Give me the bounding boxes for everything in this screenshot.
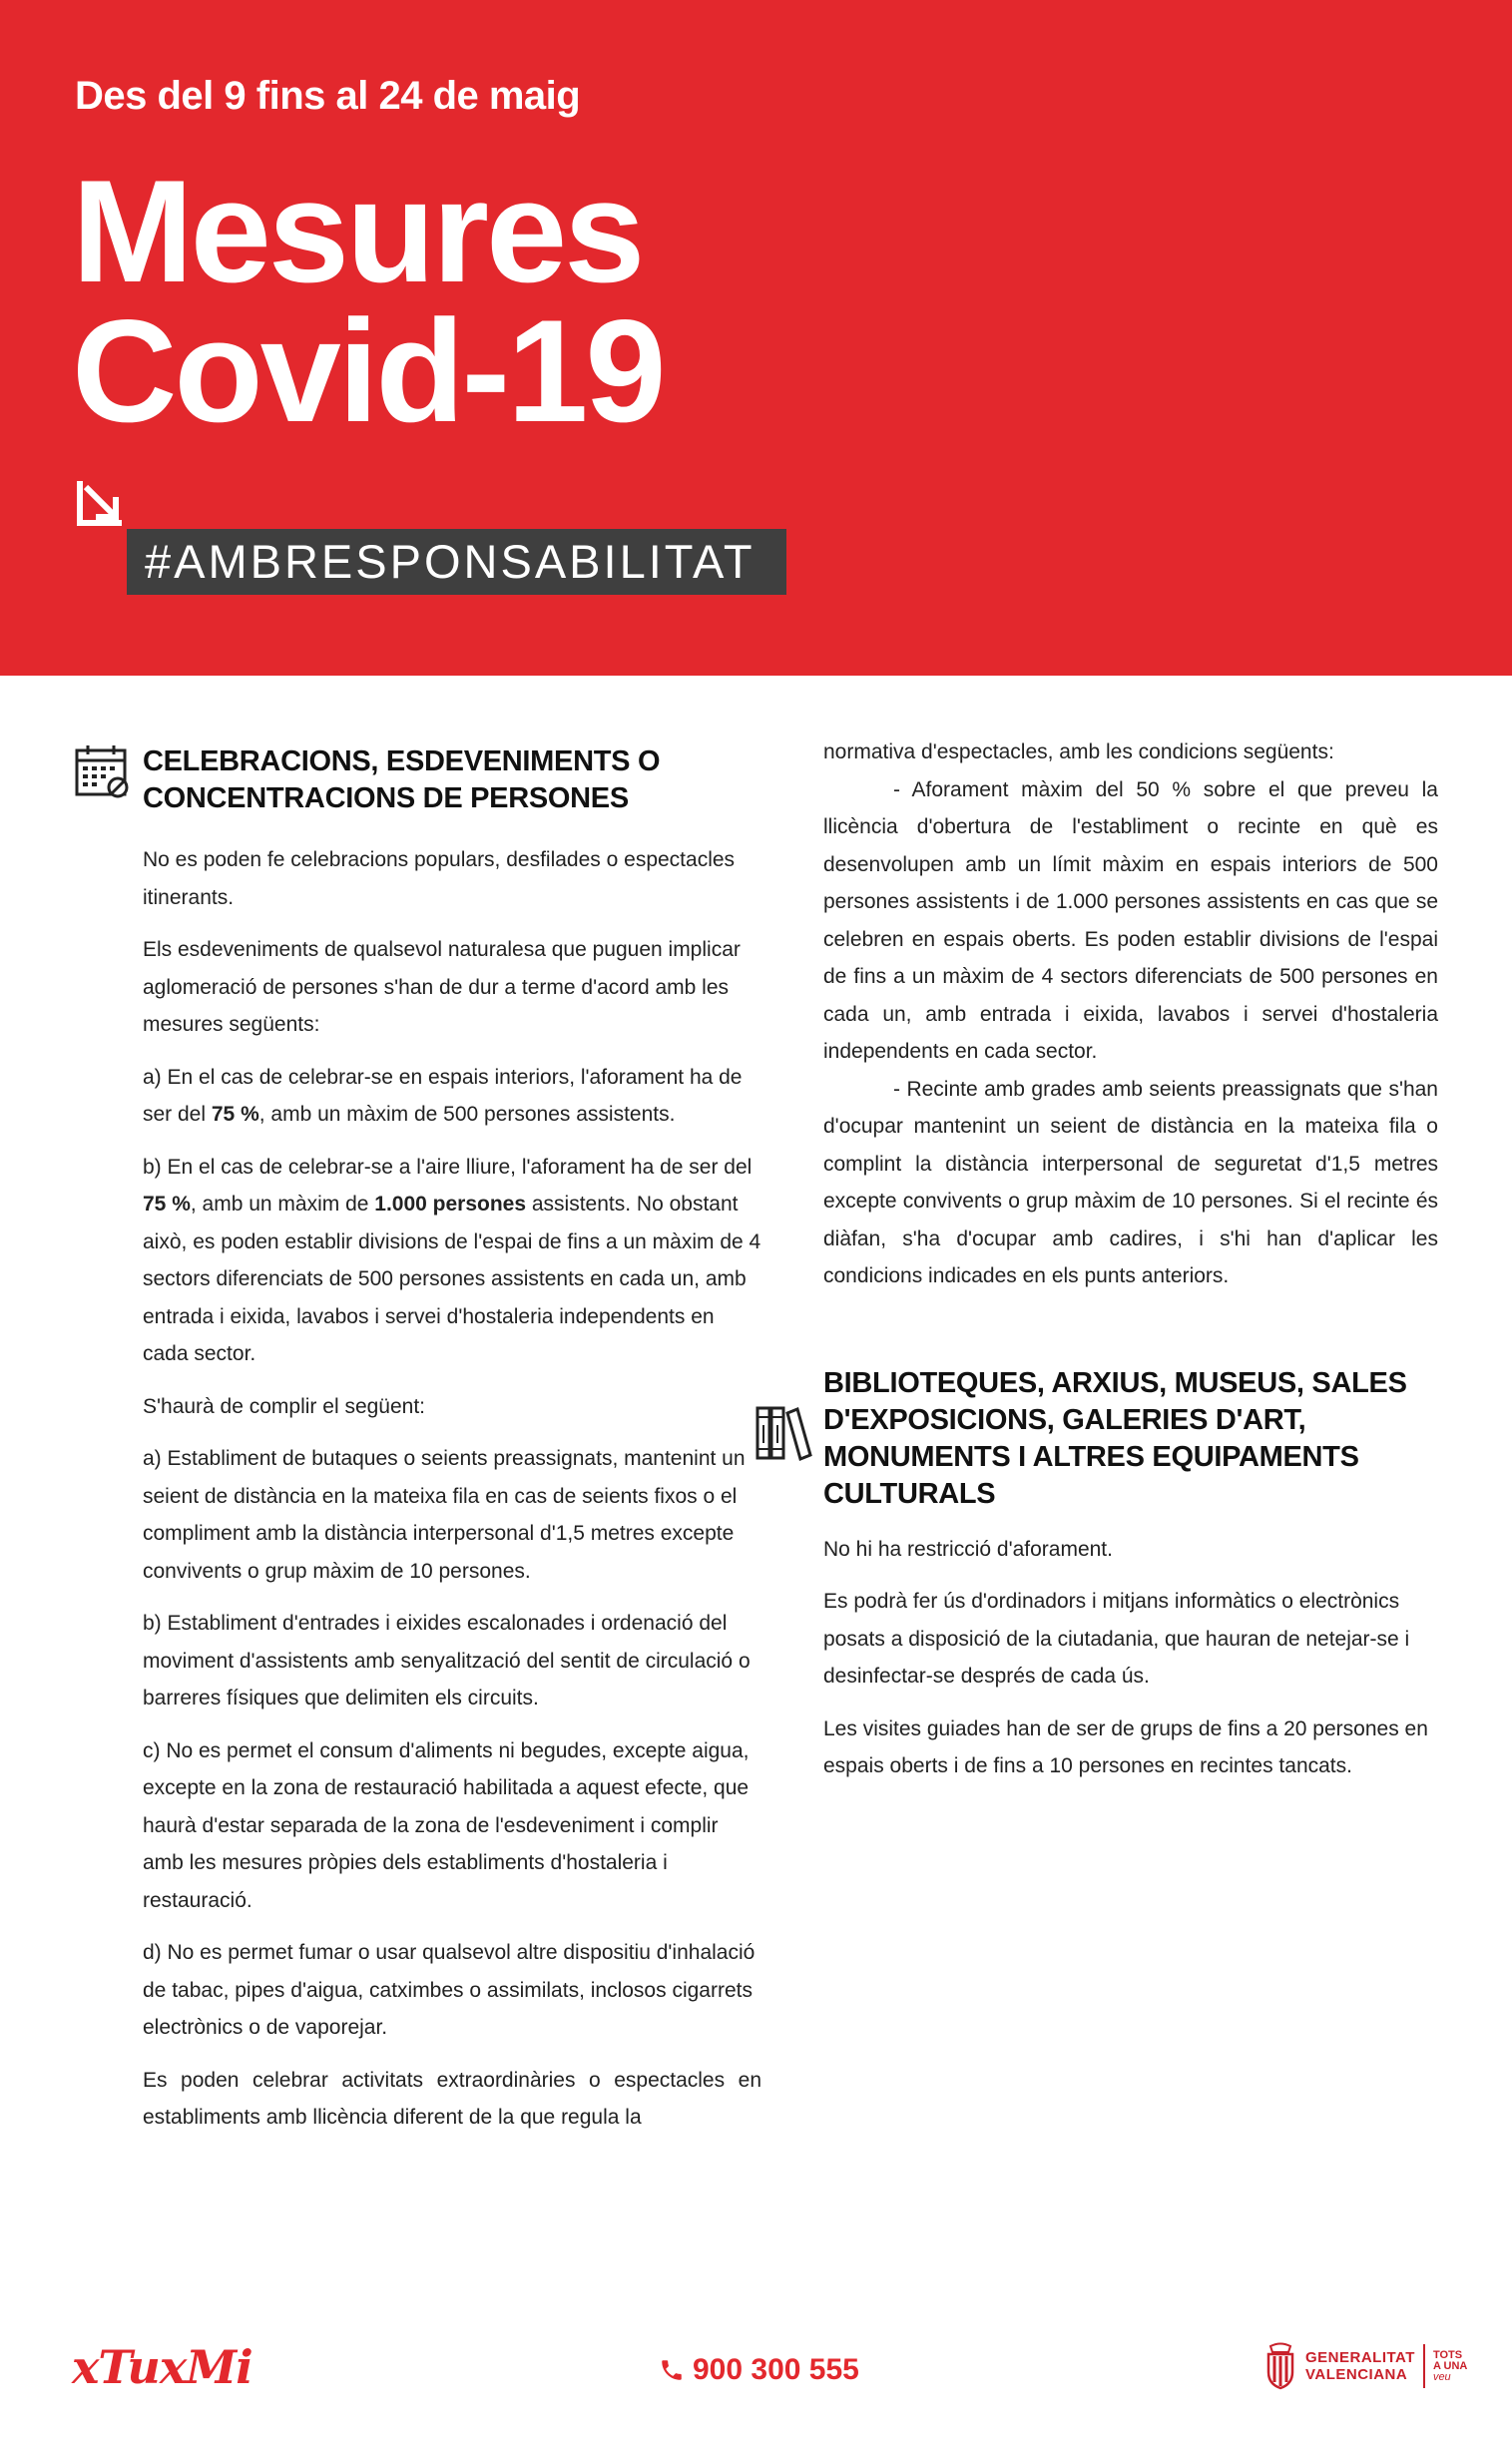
paragraph: S'haurà de complir el següent:	[143, 1394, 426, 1418]
arrow-down-right-icon	[76, 477, 126, 527]
phone-icon	[659, 2357, 685, 2383]
paragraph: d) No es permet fumar o usar qualsevol altre dispositiu d'inhalació de tabac, pipes d'aigua, catximbes o assimilats, inclosos cigarrets electrònics o de vaporejar.	[143, 1941, 756, 2039]
xtuxmi-logo: xTuxMi	[72, 2340, 252, 2394]
section-title-celebracions: CELEBRACIONS, ESDEVENIMENTS O CONCENTRACIONS DE PERSONES	[143, 745, 661, 814]
paragraph: Es podrà fer ús d'ordinadors i mitjans informàtics o electrònics posats a disposició de la ciutadania, que hauran de netejar-se i desinfectar-se després de cada ús.	[823, 1590, 1410, 1688]
generalitat-valenciana-logo	[1263, 2340, 1467, 2392]
gv-name: GENERALITAT VALENCIANA	[1305, 2349, 1415, 2383]
paragraph: Els esdeveniments de qualsevol naturalesa que puguen implicar aglomeració de persones s'han de dur a terme d'acord amb les mesures següents:	[143, 938, 741, 1036]
phone-contact[interactable]	[659, 2353, 859, 2387]
books-icon	[755, 1405, 812, 1463]
phone-number: 900 300 555	[693, 2353, 859, 2386]
paragraph: No es poden fe celebracions populars, desfilades o espectacles itinerants.	[143, 848, 736, 909]
header-banner	[0, 0, 1512, 676]
right-column	[823, 733, 1438, 1785]
paragraph: c) No es permet el consum d'aliments ni begudes, excepte aigua, excepte en la zona de restauració habilitada a aquest efecte, que haurà d'estar separada de la zona de l'esdeveniment i complir amb les mesures pròpies dels establiments d'hostaleria i restauració.	[143, 1738, 750, 1912]
paragraph: normativa d'espectacles, amb les condicions següents:	[823, 740, 1334, 763]
date-range-subtitle: Des del 9 fins al 24 de maig	[75, 74, 581, 118]
paragraph: No hi ha restricció d'aforament.	[823, 1537, 1113, 1561]
coat-of-arms-icon	[1263, 2342, 1297, 2390]
page-title	[72, 150, 664, 452]
paragraph: b) Establiment d'entrades i eixides escalonades i ordenació del moviment d'assistents amb senyalització del sentit de circulació o barreres físiques que delimiten els circuits.	[143, 1612, 751, 1710]
paragraph: Es poden celebrar activitats extraordinàries o espectacles en establiments amb llicència diferent de la que regula la	[143, 2068, 761, 2129]
calendar-icon	[74, 743, 132, 801]
paragraph: b) En el cas de celebrar-se a l'aire lliure, l'aforament ha de ser del 75 %, amb un màxim de 1.000 persones assistents. No obstant això, es poden establir divisions de l'espai de fins a un màxim de 4 sectors diferenciats de 500 persones assistents en cada un, amb entrada i eixida, lavabos i servei d'hostaleria independents en cada sector.	[143, 1155, 761, 1365]
section-title-biblioteques: BIBLIOTEQUES, ARXIUS, MUSEUS, SALES D'EXPOSICIONS, GALERIES D'ART, MONUMENTS I ALTRES EQUIPAMENTS CULTURALS	[823, 1366, 1407, 1510]
divider	[1423, 2344, 1425, 2388]
hashtag-label: #AMBRESPONSABILITAT	[127, 529, 786, 595]
paragraph: a) En el cas de celebrar-se en espais interiors, l'aforament ha de ser del 75 %, amb un màxim de 500 persones assistents.	[143, 1065, 743, 1126]
paragraph: - Aforament màxim del 50 % sobre el que preveu la llicència d'obertura de l'establiment o recinte en què es desenvolupen amb un límit màxim en espais interiors de 500 persones assistents i de 1.000 persones assistents en cas que se celebren en espais oberts. Es poden establir divisions de l'espai de fins a un màxim de 4 sectors diferenciats de 500 persones en cada un, amb entrada i eixida, lavabos i servei d'hostaleria independents en cada sector.	[823, 777, 1438, 1063]
paragraph: Les visites guiades han de ser de grups de fins a 20 persones en espais oberts i de fins a 10 persones en recintes tancats.	[823, 1716, 1428, 1777]
tots-a-una-veu-slogan: TOTS A UNA veu	[1432, 2348, 1468, 2383]
title-line-1: Mesures	[72, 150, 643, 312]
left-column	[143, 743, 761, 2137]
title-line-2: Covid-19	[72, 289, 664, 452]
paragraph: a) Establiment de butaques o seients preassignats, mantenint un seient de distància en la mateixa fila en cas de seients fixos o el compliment amb la distància interpersonal d'1,5 metres excepte convivents o grup màxim de 10 persones.	[143, 1447, 746, 1583]
paragraph: - Recinte amb grades amb seients preassignats que s'han d'ocupar mantenint un seient de distància en la mateixa fila o complint la distància interpersonal de seguretat d'1,5 metres excepte convivents o grup màxim de 10 persones. Si el recinte és diàfan, s'ha d'ocupar amb cadires, i s'hi han d'aplicar les condicions indicades en els punts anteriors.	[823, 1077, 1438, 1287]
